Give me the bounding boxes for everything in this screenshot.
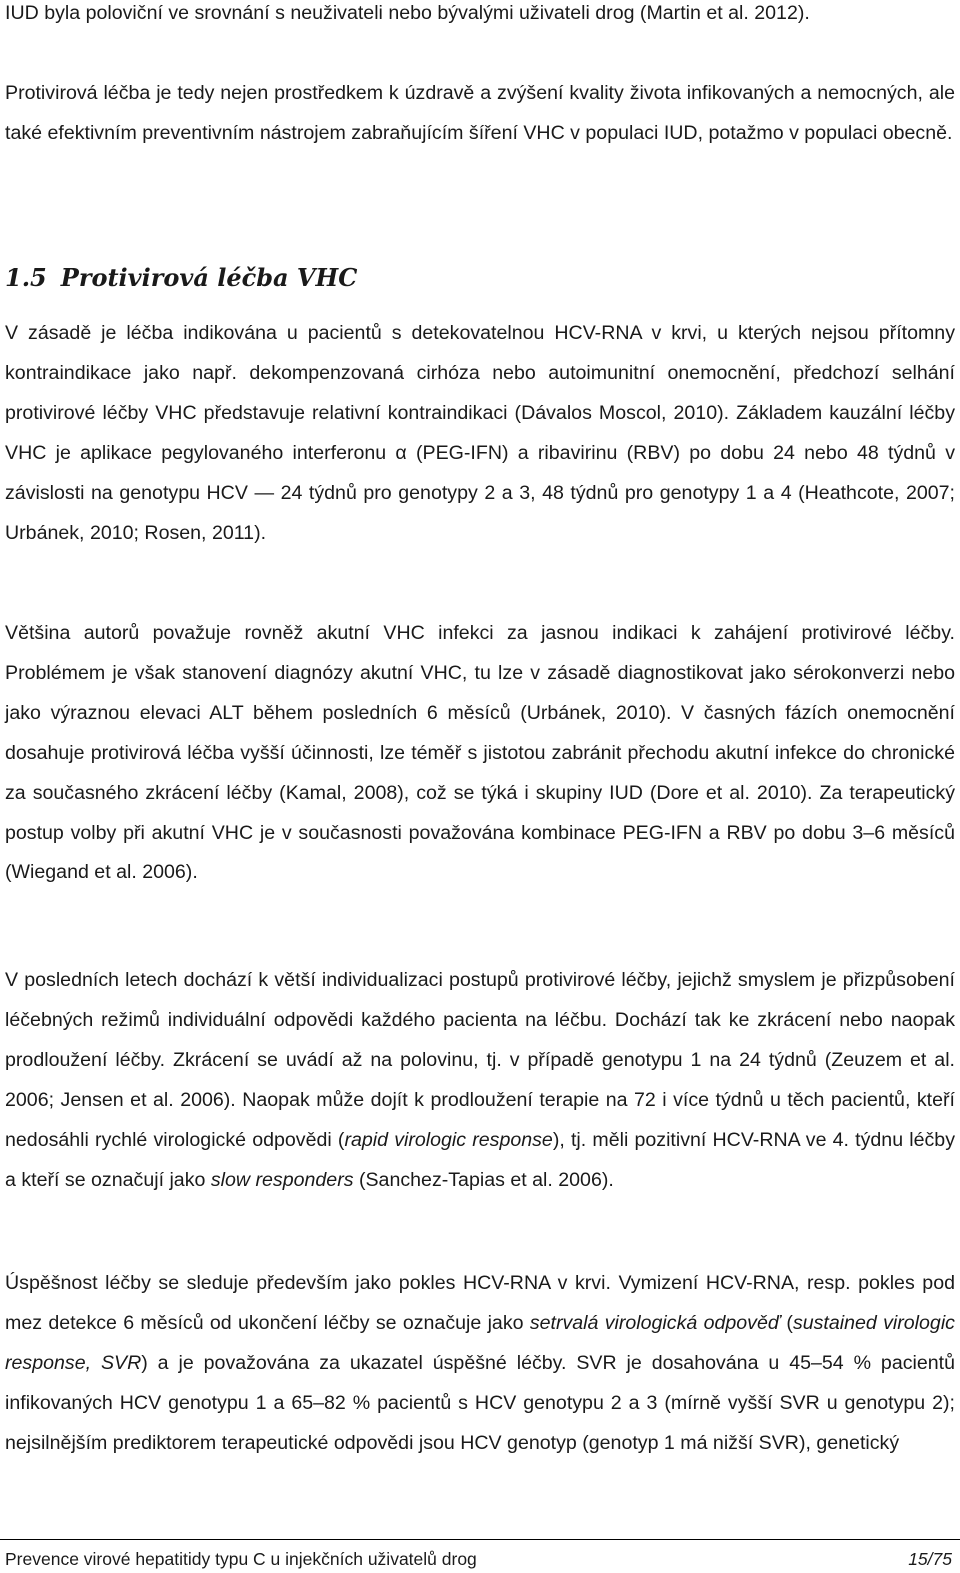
text-segment: ), tj. měli pozitivní HCV-RNA ve 4. týdnu léčby a kteří se označují jako: [5, 1128, 956, 1191]
text-segment: V posledních letech dochází k větší individualizaci postupů protivirové léčby, jejichž smyslem je přizpůsobení léčebných režimů individuální odpovědi každého pacienta na léčbu. Dochází tak ke zkrácení nebo naopak prodloužení léčby. Zkrácení se uvádí až na polovinu, tj. v případě genotypu 1 na 24 týdnů (Zeuzem et al. 2006; Jensen et al. 2006). Naopak může dojít k prodloužení terapie na 72 i více týdnů u těch pacientů, kteří nedosáhli rychlé virologické odpovědi (: [5, 969, 955, 1151]
italic-term: setrvalá virologická odpověď: [529, 1311, 781, 1334]
text-segment: (Sanchez-Tapias et al. 2006).: [353, 1168, 614, 1191]
paragraph-antiviral-prevention: Protivirová léčba je tedy nejen prostředkem k úzdravě a zvýšení kvality života infikovaných a nemocných, ale také efektivním preventivním nástrojem zabraňujícím šíření VHC v populaci IUD, potažmo v populaci obecně.: [5, 82, 955, 144]
italic-term: sustained virologic response, SVR: [5, 1311, 955, 1374]
page-number: 15/75: [908, 1549, 952, 1569]
text-segment: (: [780, 1311, 793, 1334]
text-segment: Úspěšnost léčby se sleduje především jako pokles HCV-RNA v krvi. Vymizení HCV-RNA, resp. pokles pod mez detekce 6 měsíců od ukončení léčby se označuje jako: [5, 1272, 955, 1334]
paragraph-individualization: [5, 961, 955, 1200]
footer-title: Prevence virové hepatitidy typu C u injekčních uživatelů drog: [5, 1549, 477, 1569]
section-heading: [5, 258, 357, 298]
paragraph-indication: V zásadě je léčba indikována u pacientů s detekovatelnou HCV-RNA v krvi, u kterých nejsou přítomny kontraindikace jako např. dekompenzovaná cirhóza nebo autoimunitní onemocnění, předchozí selhání protivirové léčby VHC představuje relativní kontraindikaci (Dávalos Moscol, 2010). Základem kauzální léčby VHC je aplikace pegylovaného interferonu α (PEG-IFN) a ribavirinu (RBV) po dobu 24 nebo 48 týdnů v závislosti na genotypu HCV — 24 týdnů pro genotypy 2 a 3, 48 týdnů pro genotypy 1 a 4 (Heathcote, 2007; Urbánek, 2010; Rosen, 2011).: [5, 322, 955, 544]
paragraph-acute-infection: Většina autorů považuje rovněž akutní VHC infekci za jasnou indikaci k zahájení protivirové léčby. Problémem je však stanovení diagnózy akutní VHC, tu lze v zásadě diagnostikovat jako sérokonverzi nebo jako výraznou elevaci ALT během posledních 6 měsíců (Urbánek, 2010). V časných fázích onemocnění dosahuje protivirová léčba vyšší účinnosti, lze téměř s jistotou zabránit přechodu akutní infekce do chronické za současného zkrácení léčby (Kamal, 2008), což se týká i skupiny IUD (Dore et al. 2010). Za terapeutický postup volby při akutní VHC je v současnosti považována kombinace PEG-IFN a RBV po dobu 3–6 měsíců (Wiegand et al. 2006).: [5, 622, 955, 884]
paragraph-success-svr: [5, 1264, 955, 1464]
section-number: 1.5: [5, 263, 47, 292]
text-segment: ) a je považována za ukazatel úspěšné léčby. SVR je dosahována u 45–54 % pacientů infikovaných HCV genotypu 1 a 65–82 % pacientů s HCV genotypu 2 a 3 (mírně vyšší SVR u genotypu 2); nejsilnějším prediktorem terapeutické odpovědi jsou HCV genotyp (genotyp 1 má nižší SVR), genetický: [5, 1351, 955, 1454]
page-footer: [0, 1539, 960, 1569]
italic-term: rapid virologic response: [344, 1128, 553, 1151]
italic-term: slow responders: [210, 1168, 354, 1191]
paragraph-continued: IUD byla poloviční ve srovnání s neuživateli nebo bývalými uživateli drog (Martin et al. 2012).: [5, 2, 810, 24]
section-title: Protivirová léčba VHC: [60, 263, 358, 292]
